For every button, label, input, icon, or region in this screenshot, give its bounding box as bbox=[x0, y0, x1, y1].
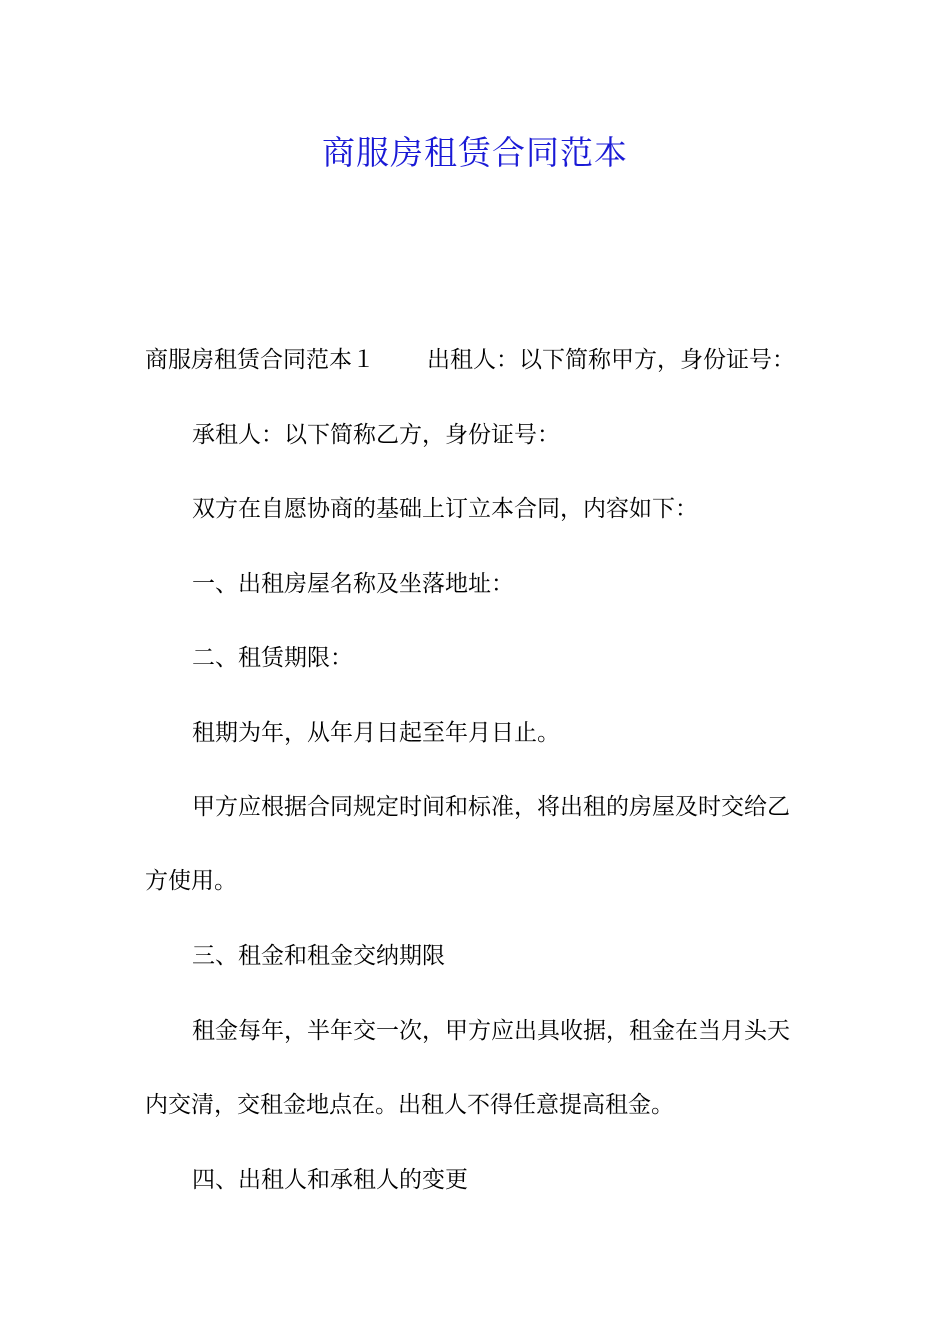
section-1-heading: 一、出租房屋名称及坐落地址： bbox=[192, 571, 514, 597]
section-4-heading: 四、出租人和承租人的变更 bbox=[192, 1167, 468, 1193]
delivery-clause: 甲方应根据合同规定时间和标准，将出租的房屋及时交给乙方使用。 bbox=[145, 794, 790, 894]
document-title: 商服房租赁合同范本 bbox=[322, 133, 628, 172]
lessee-line: 承租人：以下简称乙方，身份证号： bbox=[192, 422, 560, 448]
section-3-heading: 三、租金和租金交纳期限 bbox=[192, 943, 445, 969]
section-2-heading: 二、租赁期限： bbox=[192, 645, 353, 671]
agreement-intro: 双方在自愿协商的基础上订立本合同，内容如下： bbox=[192, 496, 698, 522]
contract-heading-inline: 商服房租赁合同范本１ bbox=[145, 347, 375, 373]
lessor-line: 出租人：以下简称甲方，身份证号： bbox=[427, 347, 795, 373]
rent-payment-clause: 租金每年，半年交一次，甲方应出具收据，租金在当月头天内交清，交租金地点在。出租人不得任意提高租金。 bbox=[145, 1018, 790, 1118]
lease-term-text: 租期为年，从年月日起至年月日止。 bbox=[192, 720, 560, 746]
paragraph-intro bbox=[145, 323, 805, 397]
